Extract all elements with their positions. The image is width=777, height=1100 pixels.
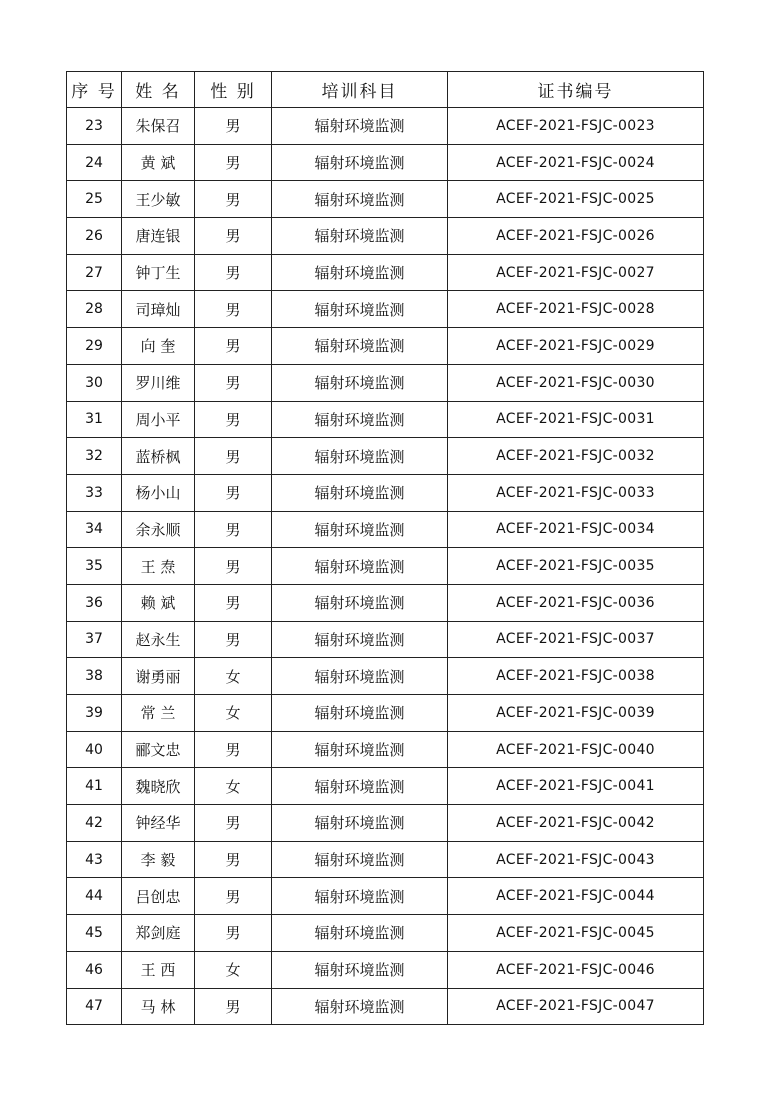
row-subject-cell: 辐射环境监测 xyxy=(272,805,448,842)
row-subject-cell: 辐射环境监测 xyxy=(272,108,448,145)
row-gender-cell: 男 xyxy=(195,805,272,842)
row-subject-cell: 辐射环境监测 xyxy=(272,915,448,952)
row-index-cell: 45 xyxy=(67,915,122,952)
header-row xyxy=(67,72,704,108)
table-row xyxy=(67,401,704,438)
row-index-cell: 35 xyxy=(67,548,122,585)
table-row xyxy=(67,658,704,695)
row-certificate-cell: ACEF-2021-FSJC-0041 xyxy=(448,768,704,805)
table-body xyxy=(67,108,704,1025)
row-subject-cell: 辐射环境监测 xyxy=(272,511,448,548)
row-name-cell: 王 西 xyxy=(122,951,195,988)
row-gender-cell: 男 xyxy=(195,621,272,658)
row-name-cell: 蓝桥枫 xyxy=(122,438,195,475)
row-index-cell: 31 xyxy=(67,401,122,438)
row-name-cell: 周小平 xyxy=(122,401,195,438)
row-index-cell: 30 xyxy=(67,364,122,401)
row-subject-cell: 辐射环境监测 xyxy=(272,438,448,475)
row-index-cell: 34 xyxy=(67,511,122,548)
row-gender-cell: 男 xyxy=(195,438,272,475)
row-gender-cell: 男 xyxy=(195,108,272,145)
row-gender-cell: 男 xyxy=(195,144,272,181)
table-row xyxy=(67,584,704,621)
row-name-cell: 钟丁生 xyxy=(122,254,195,291)
row-index-cell: 27 xyxy=(67,254,122,291)
row-certificate-cell: ACEF-2021-FSJC-0037 xyxy=(448,621,704,658)
row-index-cell: 38 xyxy=(67,658,122,695)
table-row xyxy=(67,768,704,805)
row-certificate-cell: ACEF-2021-FSJC-0025 xyxy=(448,181,704,218)
row-certificate-cell: ACEF-2021-FSJC-0032 xyxy=(448,438,704,475)
row-index-cell: 33 xyxy=(67,474,122,511)
row-name-cell: 罗川维 xyxy=(122,364,195,401)
row-name-cell: 唐连银 xyxy=(122,218,195,255)
row-name-cell: 司璋灿 xyxy=(122,291,195,328)
table-row xyxy=(67,731,704,768)
header-name: 姓 名 xyxy=(122,72,195,108)
row-index-cell: 37 xyxy=(67,621,122,658)
row-gender-cell: 男 xyxy=(195,548,272,585)
row-gender-cell: 女 xyxy=(195,951,272,988)
row-gender-cell: 男 xyxy=(195,878,272,915)
row-gender-cell: 男 xyxy=(195,511,272,548)
table-row xyxy=(67,364,704,401)
row-gender-cell: 男 xyxy=(195,841,272,878)
row-certificate-cell: ACEF-2021-FSJC-0045 xyxy=(448,915,704,952)
row-subject-cell: 辐射环境监测 xyxy=(272,768,448,805)
header-index: 序 号 xyxy=(67,72,122,108)
row-index-cell: 39 xyxy=(67,695,122,732)
row-subject-cell: 辐射环境监测 xyxy=(272,988,448,1025)
row-index-cell: 44 xyxy=(67,878,122,915)
row-index-cell: 47 xyxy=(67,988,122,1025)
row-subject-cell: 辐射环境监测 xyxy=(272,364,448,401)
row-subject-cell: 辐射环境监测 xyxy=(272,181,448,218)
row-name-cell: 吕创忠 xyxy=(122,878,195,915)
row-name-cell: 赖 斌 xyxy=(122,584,195,621)
row-index-cell: 43 xyxy=(67,841,122,878)
row-certificate-cell: ACEF-2021-FSJC-0047 xyxy=(448,988,704,1025)
table-row xyxy=(67,144,704,181)
row-certificate-cell: ACEF-2021-FSJC-0031 xyxy=(448,401,704,438)
row-gender-cell: 男 xyxy=(195,731,272,768)
row-subject-cell: 辐射环境监测 xyxy=(272,841,448,878)
row-gender-cell: 女 xyxy=(195,695,272,732)
row-certificate-cell: ACEF-2021-FSJC-0046 xyxy=(448,951,704,988)
row-index-cell: 25 xyxy=(67,181,122,218)
row-certificate-cell: ACEF-2021-FSJC-0034 xyxy=(448,511,704,548)
row-index-cell: 42 xyxy=(67,805,122,842)
row-index-cell: 40 xyxy=(67,731,122,768)
row-subject-cell: 辐射环境监测 xyxy=(272,731,448,768)
row-gender-cell: 男 xyxy=(195,915,272,952)
row-index-cell: 41 xyxy=(67,768,122,805)
table-row xyxy=(67,181,704,218)
table-row xyxy=(67,291,704,328)
row-gender-cell: 男 xyxy=(195,218,272,255)
row-gender-cell: 男 xyxy=(195,328,272,365)
row-index-cell: 28 xyxy=(67,291,122,328)
row-subject-cell: 辐射环境监测 xyxy=(272,878,448,915)
table-row xyxy=(67,878,704,915)
header-certificate: 证书编号 xyxy=(448,72,704,108)
table-row xyxy=(67,254,704,291)
row-certificate-cell: ACEF-2021-FSJC-0028 xyxy=(448,291,704,328)
table-row xyxy=(67,108,704,145)
row-subject-cell: 辐射环境监测 xyxy=(272,548,448,585)
row-index-cell: 26 xyxy=(67,218,122,255)
row-subject-cell: 辐射环境监测 xyxy=(272,401,448,438)
row-name-cell: 王少敏 xyxy=(122,181,195,218)
row-name-cell: 赵永生 xyxy=(122,621,195,658)
table-row xyxy=(67,915,704,952)
row-certificate-cell: ACEF-2021-FSJC-0033 xyxy=(448,474,704,511)
certificate-roster-table xyxy=(66,71,704,1025)
row-gender-cell: 女 xyxy=(195,768,272,805)
row-gender-cell: 男 xyxy=(195,364,272,401)
table-row xyxy=(67,988,704,1025)
table-row xyxy=(67,841,704,878)
table-row xyxy=(67,218,704,255)
row-certificate-cell: ACEF-2021-FSJC-0029 xyxy=(448,328,704,365)
row-index-cell: 36 xyxy=(67,584,122,621)
row-name-cell: 杨小山 xyxy=(122,474,195,511)
table-row xyxy=(67,438,704,475)
row-subject-cell: 辐射环境监测 xyxy=(272,584,448,621)
row-subject-cell: 辐射环境监测 xyxy=(272,218,448,255)
row-name-cell: 朱保召 xyxy=(122,108,195,145)
row-name-cell: 郑剑庭 xyxy=(122,915,195,952)
row-subject-cell: 辐射环境监测 xyxy=(272,695,448,732)
row-gender-cell: 男 xyxy=(195,181,272,218)
row-subject-cell: 辐射环境监测 xyxy=(272,621,448,658)
row-subject-cell: 辐射环境监测 xyxy=(272,144,448,181)
row-certificate-cell: ACEF-2021-FSJC-0030 xyxy=(448,364,704,401)
row-subject-cell: 辐射环境监测 xyxy=(272,474,448,511)
row-gender-cell: 男 xyxy=(195,254,272,291)
row-certificate-cell: ACEF-2021-FSJC-0035 xyxy=(448,548,704,585)
table-row xyxy=(67,548,704,585)
row-gender-cell: 男 xyxy=(195,988,272,1025)
row-name-cell: 谢勇丽 xyxy=(122,658,195,695)
row-certificate-cell: ACEF-2021-FSJC-0039 xyxy=(448,695,704,732)
row-gender-cell: 男 xyxy=(195,401,272,438)
row-subject-cell: 辐射环境监测 xyxy=(272,254,448,291)
row-name-cell: 钟经华 xyxy=(122,805,195,842)
row-gender-cell: 女 xyxy=(195,658,272,695)
row-certificate-cell: ACEF-2021-FSJC-0044 xyxy=(448,878,704,915)
row-name-cell: 马 林 xyxy=(122,988,195,1025)
row-gender-cell: 男 xyxy=(195,291,272,328)
row-certificate-cell: ACEF-2021-FSJC-0043 xyxy=(448,841,704,878)
row-name-cell: 常 兰 xyxy=(122,695,195,732)
table-row xyxy=(67,951,704,988)
table-header xyxy=(67,72,704,108)
row-name-cell: 王 焘 xyxy=(122,548,195,585)
row-index-cell: 29 xyxy=(67,328,122,365)
row-name-cell: 余永顺 xyxy=(122,511,195,548)
row-index-cell: 23 xyxy=(67,108,122,145)
row-certificate-cell: ACEF-2021-FSJC-0024 xyxy=(448,144,704,181)
row-certificate-cell: ACEF-2021-FSJC-0026 xyxy=(448,218,704,255)
row-subject-cell: 辐射环境监测 xyxy=(272,951,448,988)
table-row xyxy=(67,621,704,658)
table-row xyxy=(67,328,704,365)
table-row xyxy=(67,805,704,842)
row-gender-cell: 男 xyxy=(195,584,272,621)
row-index-cell: 32 xyxy=(67,438,122,475)
row-index-cell: 46 xyxy=(67,951,122,988)
row-name-cell: 魏晓欣 xyxy=(122,768,195,805)
row-subject-cell: 辐射环境监测 xyxy=(272,291,448,328)
row-index-cell: 24 xyxy=(67,144,122,181)
row-name-cell: 李 毅 xyxy=(122,841,195,878)
row-name-cell: 黄 斌 xyxy=(122,144,195,181)
row-certificate-cell: ACEF-2021-FSJC-0038 xyxy=(448,658,704,695)
table-row xyxy=(67,511,704,548)
row-certificate-cell: ACEF-2021-FSJC-0042 xyxy=(448,805,704,842)
row-name-cell: 向 奎 xyxy=(122,328,195,365)
row-certificate-cell: ACEF-2021-FSJC-0027 xyxy=(448,254,704,291)
row-subject-cell: 辐射环境监测 xyxy=(272,658,448,695)
header-gender: 性 别 xyxy=(195,72,272,108)
row-name-cell: 郦文忠 xyxy=(122,731,195,768)
header-subject: 培训科目 xyxy=(272,72,448,108)
row-gender-cell: 男 xyxy=(195,474,272,511)
row-certificate-cell: ACEF-2021-FSJC-0040 xyxy=(448,731,704,768)
table-row xyxy=(67,474,704,511)
row-certificate-cell: ACEF-2021-FSJC-0036 xyxy=(448,584,704,621)
row-certificate-cell: ACEF-2021-FSJC-0023 xyxy=(448,108,704,145)
table-row xyxy=(67,695,704,732)
row-subject-cell: 辐射环境监测 xyxy=(272,328,448,365)
